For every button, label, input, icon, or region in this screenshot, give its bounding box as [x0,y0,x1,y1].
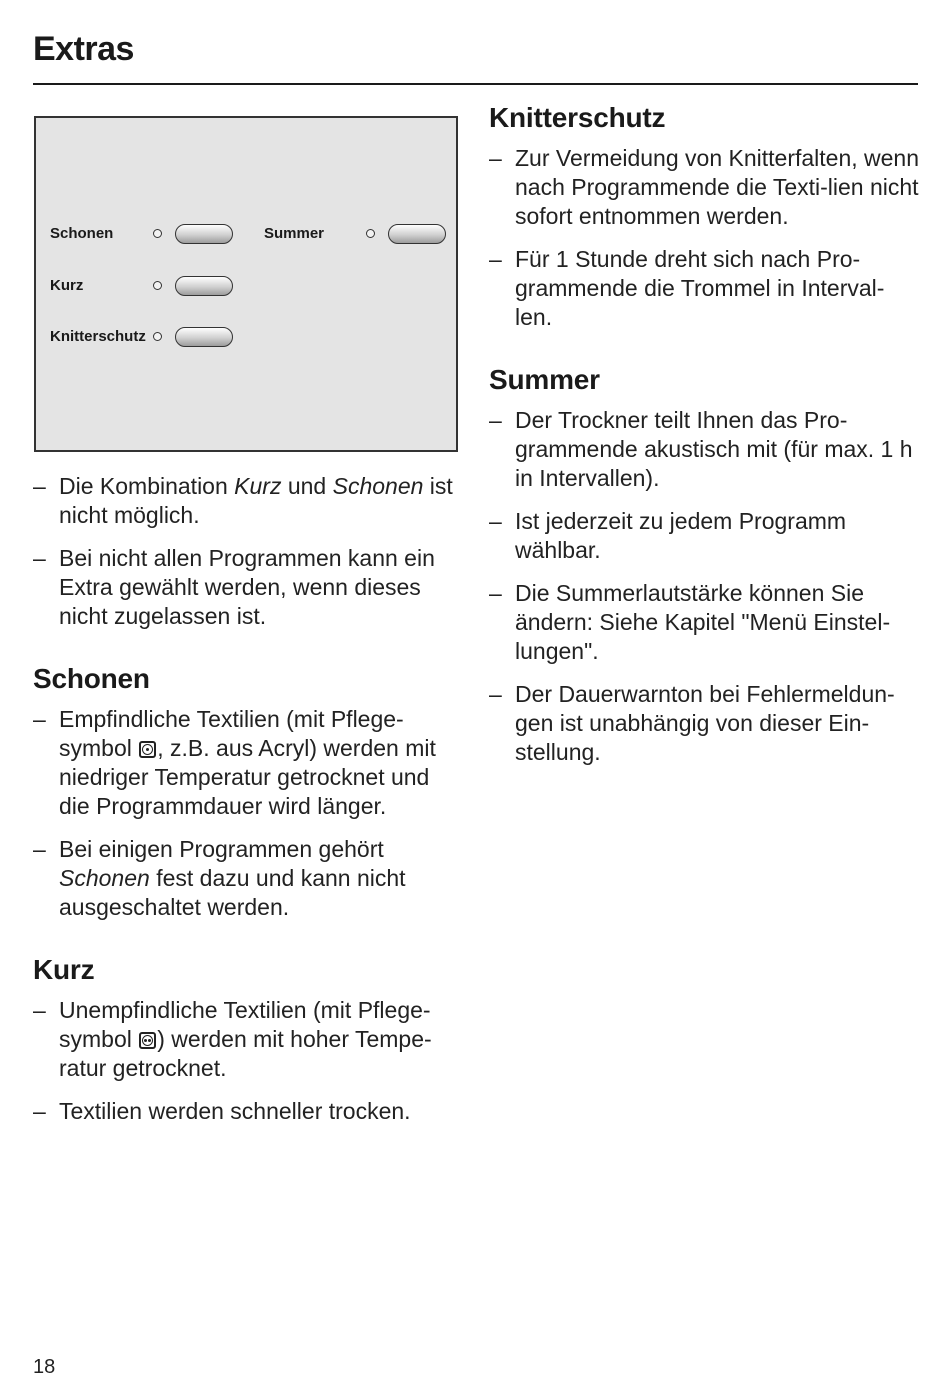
right-column [489,102,919,781]
list-item: – Für 1 Stunde dreht sich nach Pro-grammende die Trommel in Interval-len. [489,245,919,332]
list-item: – Unempfindliche Textilien (mit Pflege-symbol ) werden mit hoher Tempe-ratur getrocknet. [33,996,463,1083]
list-item: – Bei einigen Programmen gehört Schonen fest dazu und kann nicht ausgeschaltet werden. [33,835,463,922]
section-heading-summer: Summer [489,364,600,395]
dryer-one-dot-icon [139,741,156,758]
list-item: – Die Kombination Kurz und Schonen ist nicht möglich. [33,472,463,530]
panel-label-kurz: Kurz [50,277,84,294]
schonen-button[interactable] [175,224,233,244]
knitterschutz-list [489,144,919,332]
kurz-button[interactable] [175,276,233,296]
list-item: – Der Trockner teilt Ihnen das Pro-grammende akustisch mit (für max. 1 h in Intervallen). [489,406,919,493]
summer-list [489,406,919,767]
list-item: – Ist jederzeit zu jedem Programm wählbar. [489,507,919,565]
kurz-list [33,996,463,1126]
page-title: Extras [33,30,134,68]
list-item: – Bei nicht allen Programmen kann ein Extra gewählt werden, wenn dieses nicht zugelassen ist. [33,544,463,631]
control-panel-illustration [34,116,458,452]
panel-label-schonen: Schonen [50,225,114,242]
list-item: – Der Dauerwarnton bei Fehlermeldun-gen ist unabhängig von dieser Ein-stellung. [489,680,919,767]
intro-list [33,472,463,631]
panel-label-knitterschutz: Knitterschutz [50,328,146,345]
list-item: – Zur Vermeidung von Knitterfalten, wenn nach Programmende die Texti-lien nicht sofort entnommen werden. [489,144,919,231]
left-column [33,472,463,1140]
knitterschutz-indicator-led [153,332,162,341]
kurz-indicator-led [153,281,162,290]
knitterschutz-button[interactable] [175,327,233,347]
list-item: – Die Summerlautstärke können Sie ändern: Siehe Kapitel "Menü Einstel-lungen". [489,579,919,666]
schonen-list [33,705,463,922]
section-heading-kurz: Kurz [33,954,95,985]
panel-label-summer: Summer [264,225,325,242]
schonen-indicator-led [153,229,162,238]
dryer-two-dots-icon [139,1032,156,1049]
summer-indicator-led [366,229,375,238]
page-number: 18 [33,1356,56,1378]
list-item: – Empfindliche Textilien (mit Pflege-symbol , z.B. aus Acryl) werden mit niedriger Temperatur getrocknet und die Programmdauer wird länger. [33,705,463,821]
title-divider [33,83,918,85]
section-heading-knitterschutz: Knitterschutz [489,102,666,133]
summer-button[interactable] [388,224,446,244]
list-item: – Textilien werden schneller trocken. [33,1097,463,1126]
section-heading-schonen: Schonen [33,663,150,694]
